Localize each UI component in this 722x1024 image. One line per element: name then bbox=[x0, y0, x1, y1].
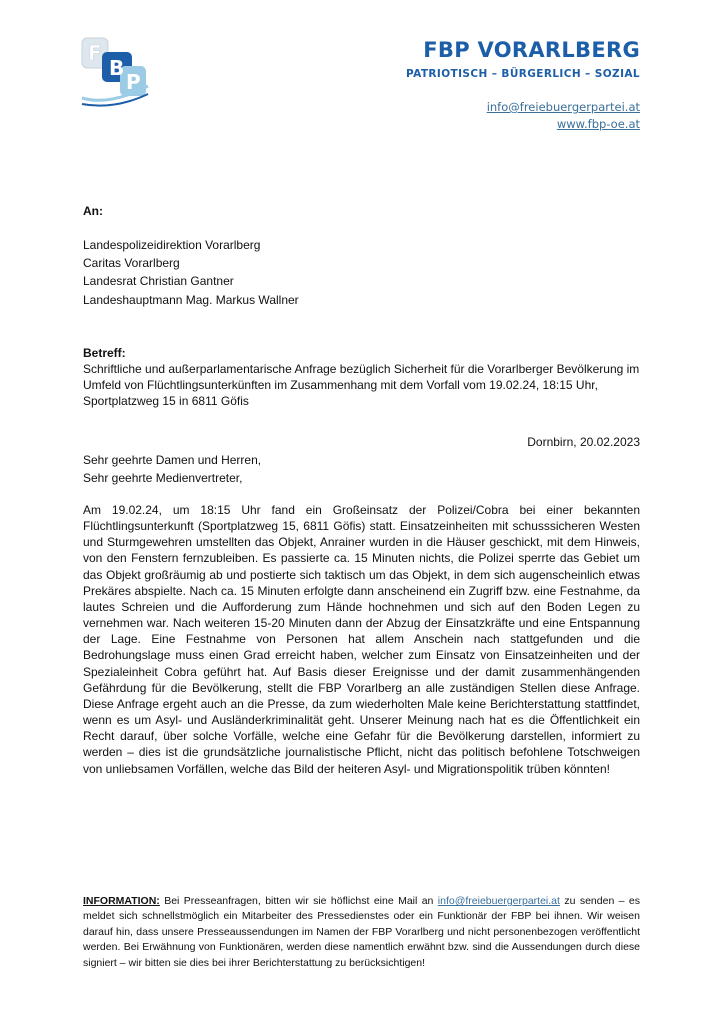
information-text-end: zu senden – es meldet sich schnellstmöglich ein Mitarbeiter des Pressedienstes oder ein Funktionär der FBP bei ihnen. Wir weisen darauf hin, dass unsere Presseaussendungen im Namen der FBP Vorarlberg und nicht personenbezogen veröffentlicht werden. Bei Erwähnung von Funktionären, werden diese namentlich erwähnt bzw. sind die Aussendungen durch diese signiert – wir bitten sie dies bei ihrer Berichterstattung zu berücksichtigen! bbox=[83, 895, 640, 969]
party-name: FBP VORARLBERG bbox=[423, 38, 640, 62]
information-text-start: Bei Presseanfragen, bitten wir sie höflichst eine Mail an bbox=[159, 895, 438, 907]
recipient-item: Landespolizeidirektion Vorarlberg bbox=[83, 238, 261, 252]
party-tagline: PATRIOTISCH – BÜRGERLICH – SOZIAL bbox=[406, 68, 640, 80]
date-line: Dornbirn, 20.02.2023 bbox=[527, 435, 640, 449]
information-notice bbox=[83, 894, 640, 971]
logo-letter-f: F bbox=[88, 41, 102, 65]
header-email-link[interactable]: info@freiebuergerpartei.at bbox=[486, 100, 640, 114]
recipient-list bbox=[83, 237, 640, 310]
header-website-link[interactable]: www.fbp-oe.at bbox=[556, 117, 640, 131]
subject-label: Betreff: bbox=[83, 346, 126, 360]
recipient-item: Caritas Vorarlberg bbox=[83, 256, 180, 271]
information-email-link[interactable]: info@freiebuergerpartei.at bbox=[437, 895, 560, 907]
recipient-item: Landeshauptmann Mag. Markus Wallner bbox=[83, 292, 299, 307]
greeting-line: Sehr geehrte Medienvertreter, bbox=[83, 471, 243, 485]
address-label: An: bbox=[83, 204, 103, 218]
subject-text: Schriftliche und außerparlamentarische Anfrage bezüglich Sicherheit für die Vorarlberger Bevölkerung im Umfeld von Flüchtlingsunterkünften im Zusammenhang mit dem Vorfall vom 19.02.24, 18:15 Uhr, Sportplatzweg 15 in 6811 Göfis bbox=[83, 362, 640, 409]
greeting-line: Sehr geehrte Damen und Herren, bbox=[83, 453, 262, 467]
letter-body: Am 19.02.24, um 18:15 Uhr fand ein Großeinsatz der Polizei/Cobra bei einer bekannten Flüchtlingsunterkunft (Sportplatzweg 15, 6811 Göfis) statt. Einsatzeinheiten mit schusssicheren Westen und Sturmgewehren umstellten das Objekt, Anrainer wurden in die Häuser geschickt, mit dem Hinweis, von den Fenstern fernzubleiben. Es passierte ca. 15 Minuten nichts, die Polizei sperrte das Gebiet um das Objekt großräumig ab und postierte sich taktisch um das Objekt, in dem sich augenscheinlich etwas Prekäres abspielte. Nach ca. 15 Minuten erfolgte dann anscheinend ein Zugriff bzw. eine Festnahme, da lautes Schreien und die Aufforderung zum Hände hochnehmen und sich auf den Boden Legen zu vernehmen war. Nach weiteren 15-20 Minuten dann der Abzug der Einsatzkräfte und eine Entspannung der Lage. Eine Festnahme von Personen hat allem Anschein nach stattgefunden und die Bedrohungslage muss einen Grad erreicht haben, welcher zum Einsatz von Einsatzeinheiten und der Spezialeinheit Cobra geführt hat. Auf Basis dieser Ereignisse und der damit zusammenhängenden Gefährdung für die Bevölkerung, stellt die FBP Vorarlberg an alle zuständigen Stellen diese Anfrage. Diese Anfrage ergeht auch an die Presse, da zum wiederholten Male keine Berichterstattung stattfindet, wenn es um Asyl- und Ausländerkriminalität geht. Unserer Meinung nach hat es die Öffentlichkeit ein Recht darauf, über solche Vorfälle, welche eine Gefahr für die Bevölkerung darstellen, informiert zu werden – dies ist die grundsätzliche journalistische Pflicht, nicht das politisch befohlene Totschweigen von unliebsamen Vorfällen, welche das Bild der heiteren Asyl- und Migrationspolitik trüben könnten! bbox=[83, 503, 640, 776]
recipient-item: Landesrat Christian Gantner bbox=[83, 274, 234, 289]
logo-letter-p: P bbox=[126, 70, 141, 94]
fbp-logo bbox=[80, 36, 150, 108]
greeting bbox=[83, 452, 640, 488]
information-label: INFORMATION: bbox=[83, 895, 160, 907]
logo-letter-b: B bbox=[109, 56, 125, 80]
